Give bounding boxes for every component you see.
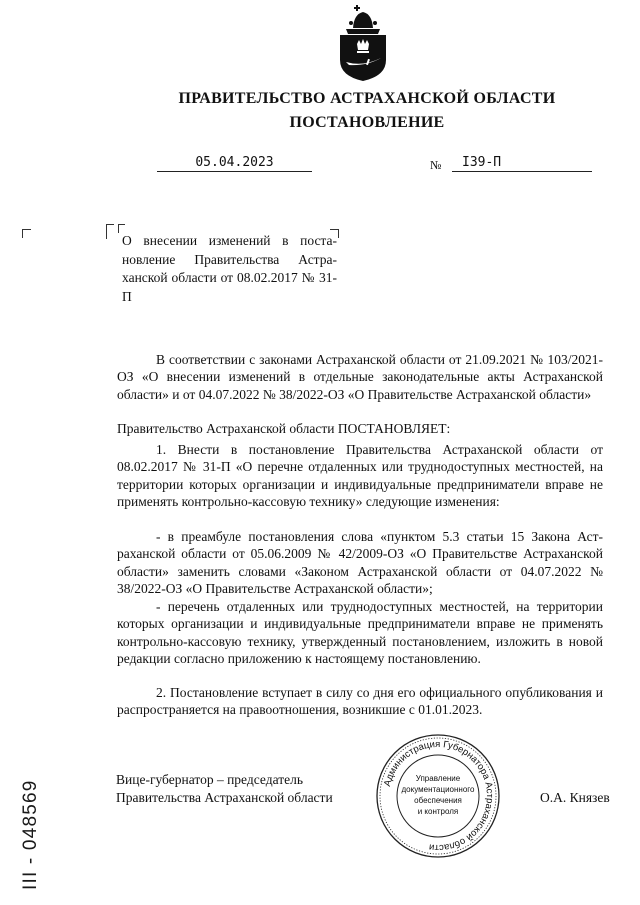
resolution-statement: Правительство Астраханской области ПОСТАНОВЛЯЕТ:	[117, 421, 451, 436]
stamp-center-line-2: документационного	[401, 785, 475, 794]
coat-of-arms-icon	[337, 4, 389, 82]
form-serial-number: III - 048569	[20, 779, 41, 890]
signer-title	[116, 771, 333, 807]
document-type: ПОСТАНОВЛЕНИЕ	[289, 114, 445, 131]
document-number: I39-П	[452, 155, 592, 172]
signer-name: О.А. Князев	[540, 790, 610, 805]
signer-title-line-2: Правительства Астраханской области	[116, 790, 333, 805]
official-seal-icon	[375, 733, 501, 859]
clause-1-paragraph: 1. Внести в постановление Правительства Астраханской области от 08.02.2017 № 31-П «О перечне отдаленных или труднодоступных местностей, на территории которых организации и индивидуальные предприниматели вправе не применять контрольно-кассовую технику» следующие изменения:	[117, 442, 603, 509]
organization-title: ПРАВИТЕЛЬСТВО АСТРАХАНСКОЙ ОБЛАСТИ	[178, 90, 556, 107]
stamp-center-line-3: обеспечения	[414, 796, 462, 805]
preamble-paragraph: В соответствии с законами Астраханской области от 21.09.2021 № 103/2021-ОЗ «О внесении изменений в отдельные законодательные акты Астраханской области» и от 04.07.2022 № 38/2022-ОЗ «О Правительстве Астраханской области»	[117, 352, 603, 402]
stamp-ring-text: Администрация Губернатора Астраханской области	[382, 738, 496, 854]
subject-bracket-left	[106, 224, 114, 239]
signer-title-line-1: Вице-губернатор – председатель	[116, 772, 303, 787]
document-subject: О внесении изменений в постановление Правительства Астраханской области от 08.02.2017 № 31-П	[122, 233, 337, 304]
number-sign: №	[430, 158, 442, 172]
document-date: 05.04.2023	[157, 155, 312, 172]
stamp-center-line-4: и контроля	[417, 807, 459, 816]
clause-2-paragraph: 2. Постановление вступает в силу со дня его официального опубликования и распространяется на правоотношения, возникшие с 01.01.2023.	[117, 685, 603, 718]
amendment-item-2: - перечень отдаленных или труднодоступных местностей, на территории которых организации и индивидуальные предприниматели вправе не применять контрольно-кассовую технику, утвержденный постановлением, изложить в новой редакции согласно приложению к настоящему постановлению.	[117, 599, 603, 666]
margin-bracket	[22, 229, 31, 238]
amendment-item-1: - в преамбуле постановления слова «пунктом 5.3 статьи 15 Закона Астраханской области от 05.06.2009 № 42/2009-ОЗ «О Правительстве Астраханской области» заменить словами «Законом Астраханской области от 04.07.2022 № 38/2022-ОЗ «О Правительстве Астраханской области»;	[117, 529, 603, 596]
stamp-center-line-1: Управление	[415, 774, 461, 783]
